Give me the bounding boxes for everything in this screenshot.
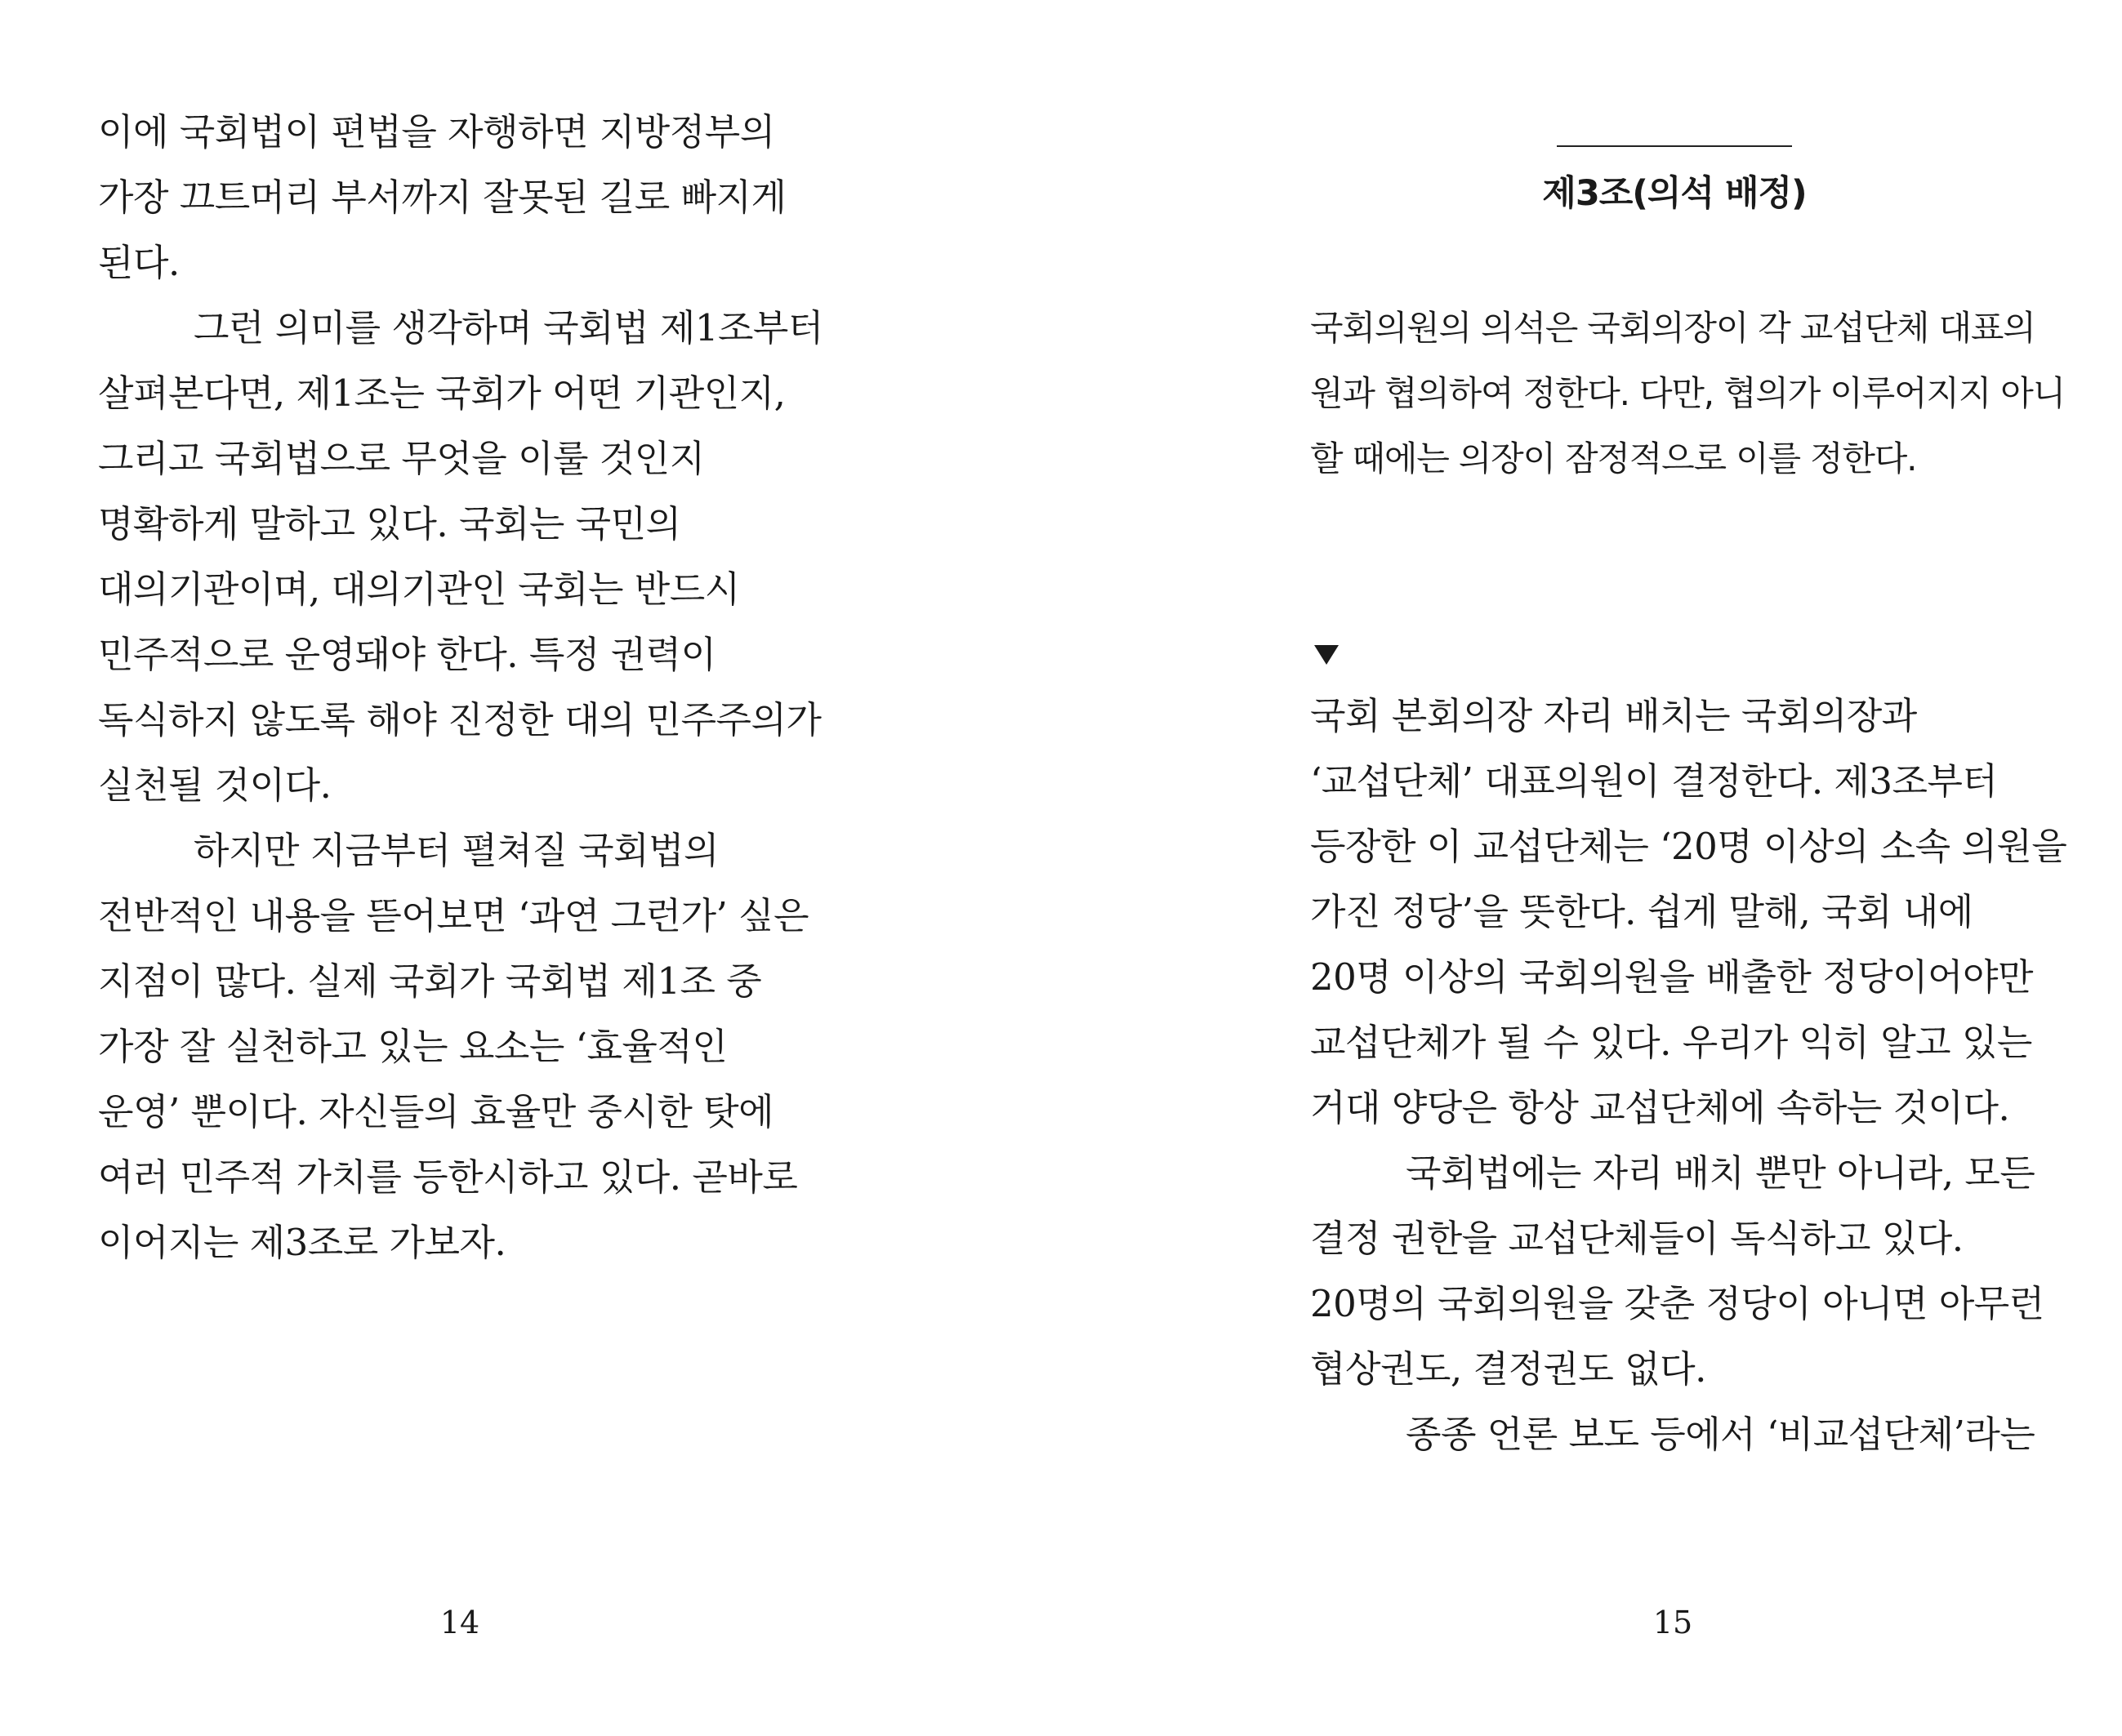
text-line: 실천될 것이다. [98, 763, 332, 807]
text-line: 살펴본다면, 제1조는 국회가 어떤 기관인지, [98, 372, 786, 415]
text-line: 가장 끄트머리 부서까지 잘못된 길로 빠지게 [98, 176, 787, 219]
text-line: 가장 잘 실천하고 있는 요소는 ‘효율적인 [98, 1025, 728, 1068]
text-line: 대의기관이며, 대의기관인 국회는 반드시 [98, 568, 740, 611]
page-number: 15 [1652, 1605, 1693, 1640]
text-line: 20명의 국회의원을 갖춘 정당이 아니면 아무런 [1310, 1282, 2044, 1325]
article-line: 원과 협의하여 정한다. 다만, 협의가 이루어지지 아니 [1310, 373, 2066, 413]
text-line: 운영’ 뿐이다. 자신들의 효율만 중시한 탓에 [98, 1090, 774, 1133]
text-line: 민주적으로 운영돼야 한다. 특정 권력이 [98, 633, 716, 676]
down-triangle-icon [1314, 645, 1339, 665]
text-line: 종종 언론 보도 등에서 ‘비교섭단체’라는 [1406, 1413, 2035, 1456]
text-line: 국회 본회의장 자리 배치는 국회의장과 [1310, 694, 1917, 737]
article-line: 할 때에는 의장이 잠정적으로 이를 정한다. [1310, 438, 1917, 479]
article-text [1310, 296, 2122, 492]
text-line: 지점이 많다. 실제 국회가 국회법 제1조 중 [98, 959, 762, 1003]
text-line: 교섭단체가 될 수 있다. 우리가 익히 알고 있는 [1310, 1021, 2032, 1064]
text-line: 20명 이상의 국회의원을 배출한 정당이어야만 [1310, 955, 2033, 999]
text-line: 명확하게 말하고 있다. 국회는 국민의 [98, 502, 681, 545]
text-line: ‘교섭단체’ 대표의원이 결정한다. 제3조부터 [1310, 759, 1998, 803]
text-line: 결정 권한을 교섭단체들이 독식하고 있다. [1310, 1217, 1964, 1260]
text-line: 가진 정당’을 뜻한다. 쉽게 말해, 국회 내에 [1310, 890, 1973, 933]
article-divider [1557, 145, 1792, 147]
text-line: 하지만 지금부터 펼쳐질 국회법의 [194, 829, 719, 872]
text-line: 거대 양당은 항상 교섭단체에 속하는 것이다. [1310, 1086, 2010, 1129]
text-line: 국회법에는 자리 배치 뿐만 아니라, 모든 [1406, 1151, 2035, 1195]
left-page-body [98, 100, 915, 1275]
text-line: 그런 의미를 생각하며 국회법 제1조부터 [194, 306, 823, 349]
page-number: 14 [439, 1605, 480, 1640]
right-page-body [1310, 683, 2122, 1467]
text-line: 전반적인 내용을 뜯어보면 ‘과연 그런가’ 싶은 [98, 894, 809, 937]
article-title: 제3조(의석 배정) [1542, 173, 1807, 214]
text-line: 독식하지 않도록 해야 진정한 대의 민주주의가 [98, 698, 822, 741]
text-line: 그리고 국회법으로 무엇을 이룰 것인지 [98, 437, 705, 480]
text-line: 등장한 이 교섭단체는 ‘20명 이상의 소속 의원을 [1310, 825, 2067, 868]
right-page [1061, 0, 2122, 1736]
text-line: 협상권도, 결정권도 없다. [1310, 1347, 1706, 1391]
article-line: 국회의원의 의석은 국회의장이 각 교섭단체 대표의 [1310, 308, 2035, 348]
text-line: 된다. [98, 241, 180, 284]
text-line: 여러 민주적 가치를 등한시하고 있다. 곧바로 [98, 1155, 798, 1199]
text-line: 이어지는 제3조로 가보자. [98, 1221, 506, 1264]
text-line: 이에 국회법이 편법을 자행하면 지방정부의 [98, 110, 775, 154]
